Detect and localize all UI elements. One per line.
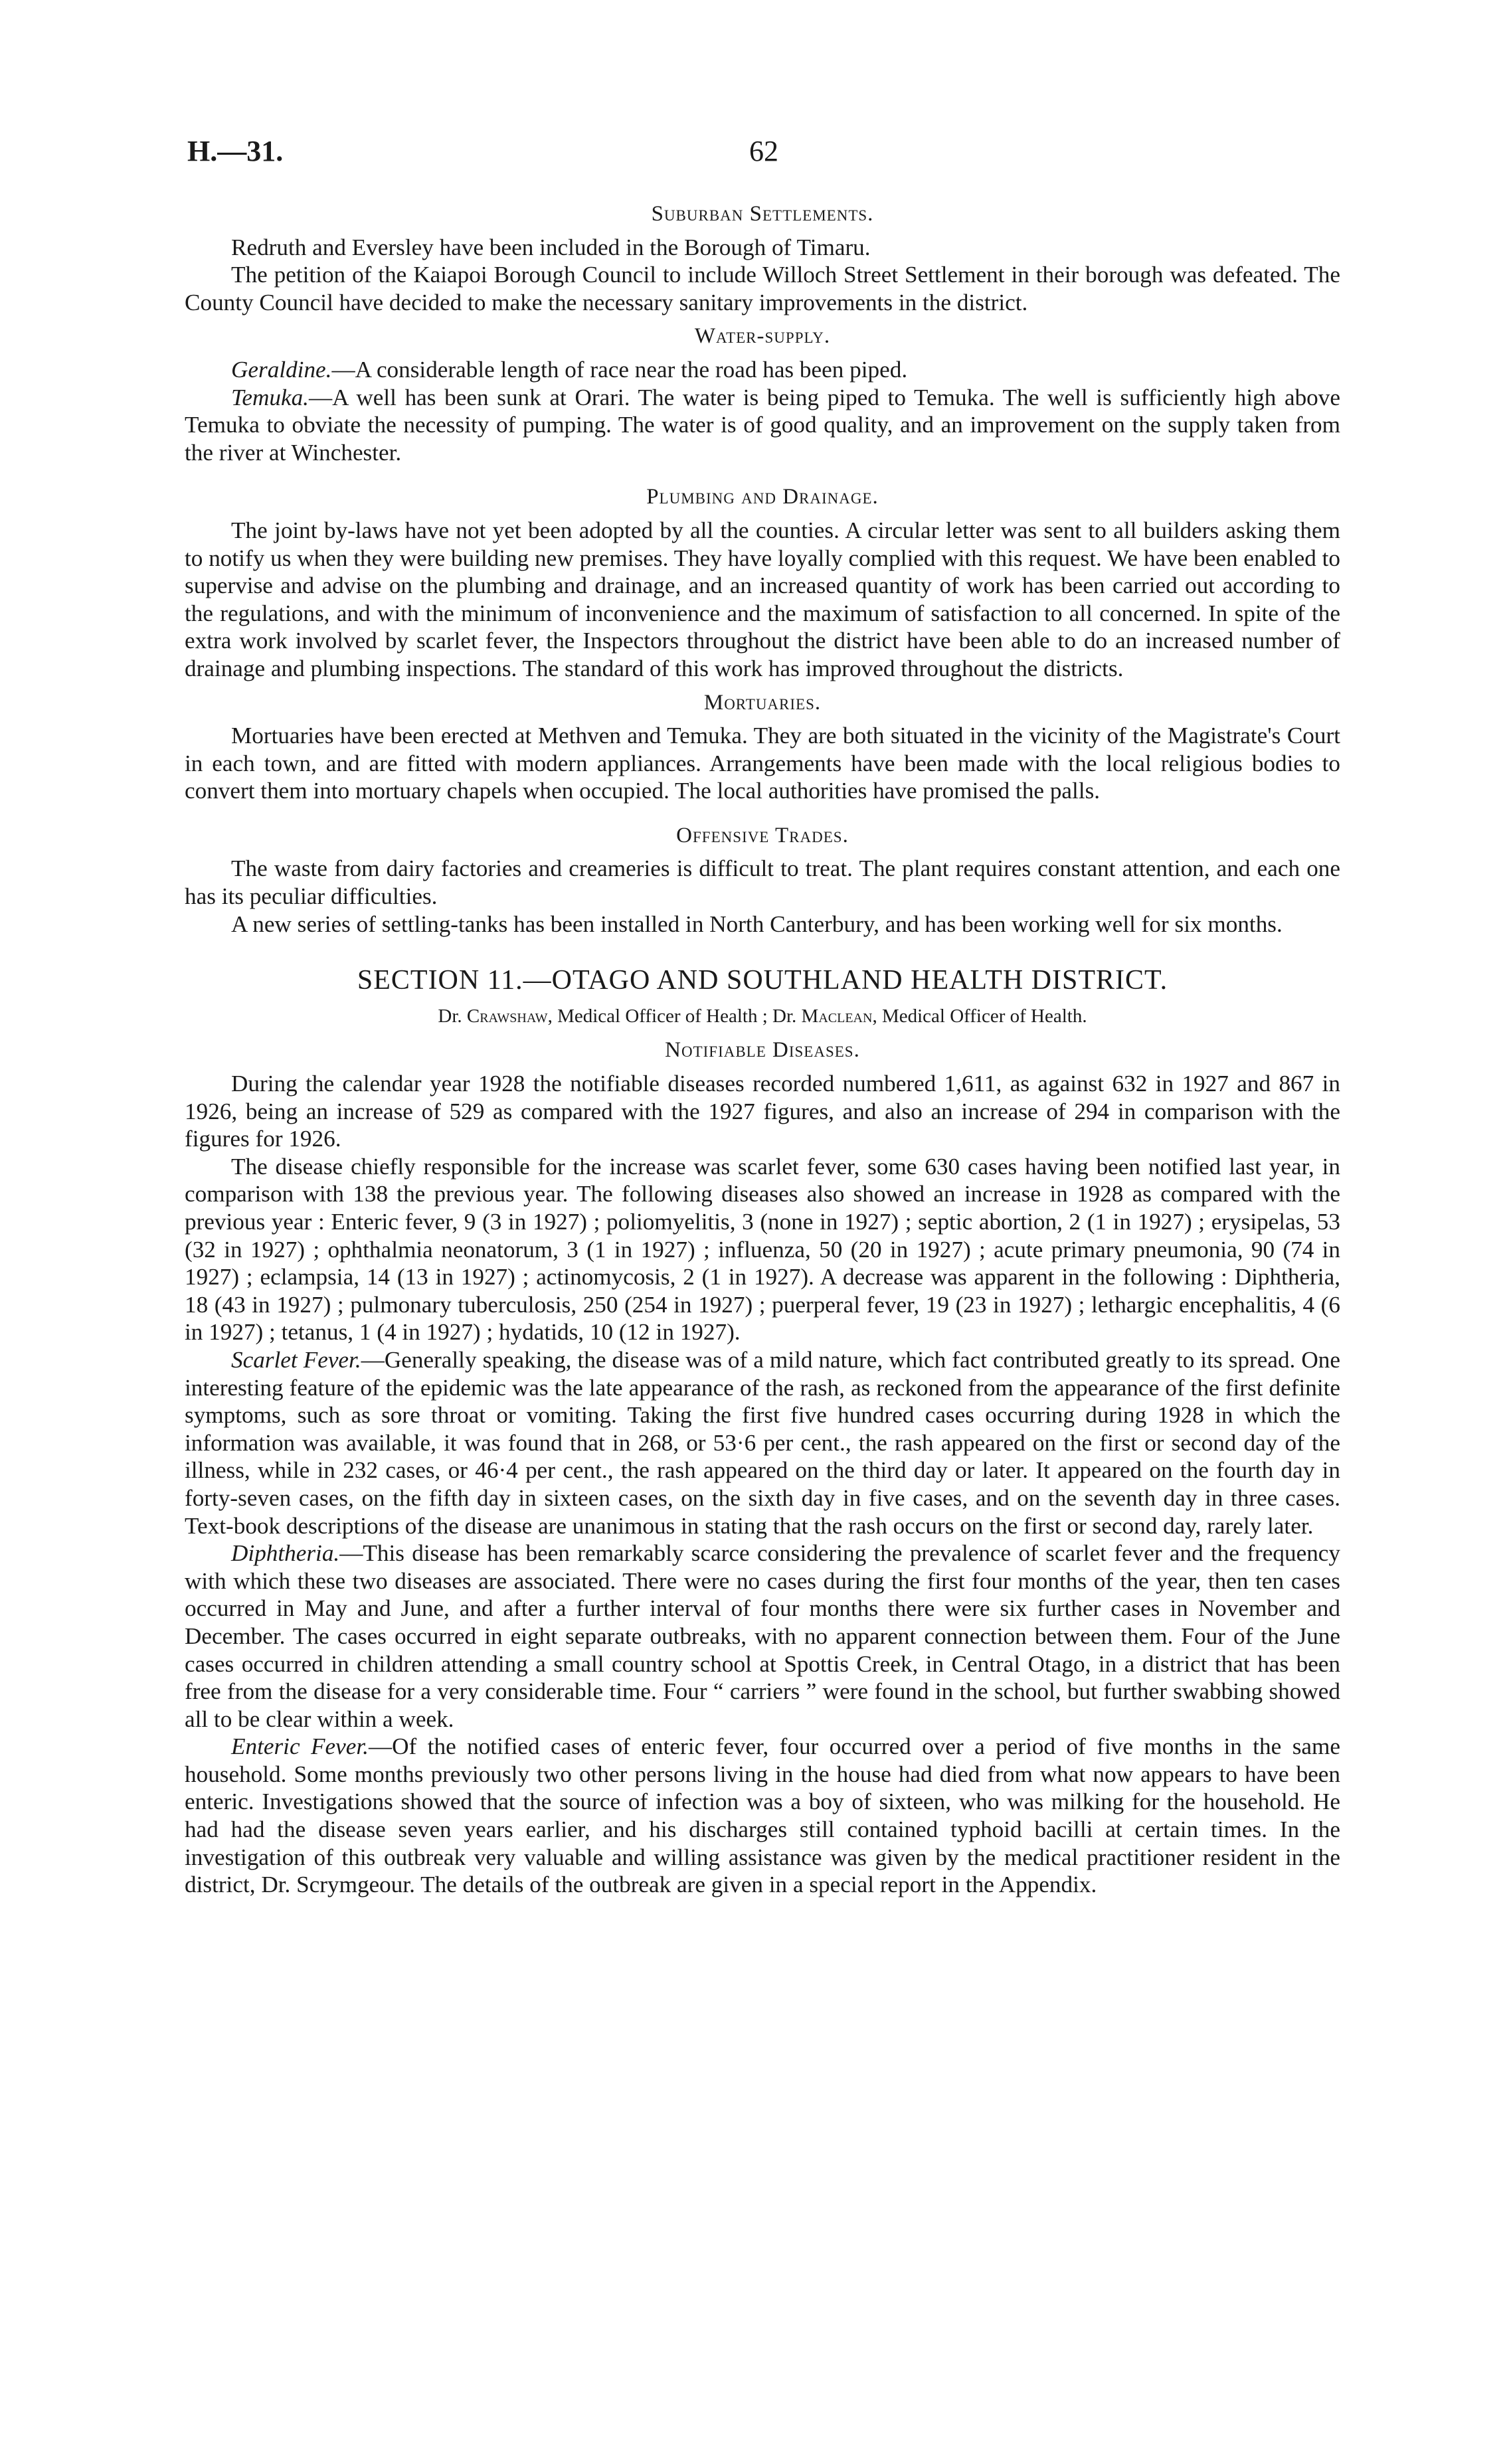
heading-suburban-settlements: Suburban Settlements. [651, 202, 874, 226]
paragraph: The joint by-laws have not yet been adopted by all the counties. A circular letter was sent to all builders asking them to notify us when they were building new premises. They have loyally complied with this request. We have been enabled to supervise and advise on the plumbing and drainage, and an increased quantity of work has been carried out according to the regulations, and with the minimum of inconvenience and the maximum of satisfaction to all concerned. In spite of the extra work involved by scarlet fever, the Inspectors throughout the district have been able to do an increased number of drainage and plumbing inspections. The standard of this work has improved throughout the districts. [185, 517, 1340, 681]
officers-line [185, 1003, 1340, 1031]
heading-notifiable-diseases: Notifiable Diseases. [665, 1038, 860, 1063]
paragraph: A new series of settling-tanks has been installed in North Canterbury, and has been working well for six months. [231, 911, 1283, 937]
document-reference: H.—31. [187, 135, 284, 167]
paragraph-text: —Generally speaking, the disease was of a mild nature, which fact contributed greatly to its spread. One interesting feature of the epidemic was the late appearance of the rash, as reckoned from the appearance of the first definite symptoms, such as sore throat or vomiting. Taking the first five hundred cases occurring during 1928 in which the information was available, it was found that in 268, or 53·6 per cent., the rash appeared on the first or second day of the illness, while in 232 cases, or 46·4 per cent., the rash appeared on the third day or later. It appeared on the fourth day in forty-seven cases, on the fifth day in sixteen cases, on the sixth day in five cases, and on the seventh day in three cases. Text-book descriptions of the disease are unanimous in stating that the rash occurs on the first or second day, rarely later. [185, 1346, 1340, 1539]
paragraph [185, 1733, 1340, 1899]
run-in-label: Geraldine. [231, 356, 332, 383]
officer-role: , Medical Officer of Health ; [547, 1005, 768, 1027]
run-in-label: Enteric Fever. [231, 1733, 369, 1760]
paragraph [185, 1540, 1340, 1733]
page-number: 62 [749, 135, 778, 167]
heading-plumbing-drainage: Plumbing and Drainage. [646, 485, 879, 509]
paragraph: The disease chiefly responsible for the increase was scarlet fever, some 630 cases having been notified last year, in comparison with 138 the previous year. The following diseases also showed an increase in 1928 as compared with the previous year : Enteric fever, 9 (3 in 1927) ; poliomyelitis, 3 (none in 1927) ; septic abortion, 2 (1 in 1927) ; erysipelas, 53 (32 in 1927) ; ophthalmia neonatorum, 3 (1 in 1927) ; influenza, 50 (20 in 1927) ; acute primary pneumonia, 90 (74 in 1927) ; eclampsia, 14 (13 in 1927) ; actinomycosis, 2 (1 in 1927). A decrease was apparent in the following : Diphtheria, 18 (43 in 1927) ; pulmonary tuberculosis, 250 (254 in 1927) ; puerperal fever, 19 (23 in 1927) ; lethargic encephalitis, 4 (6 in 1927) ; tetanus, 1 (4 in 1927) ; hydatids, 10 (12 in 1927). [185, 1153, 1340, 1346]
paragraph-text: —A considerable length of race near the road has been piped. [331, 356, 908, 383]
officer-name: Maclean [801, 1005, 873, 1027]
officer-prefix: Dr. [438, 1005, 462, 1027]
paragraph: During the calendar year 1928 the notifiable diseases recorded numbered 1,611, as against 632 in 1927 and 867 in 1926, being an increase of 529 as compared with the 1927 figures, and also an increase of 294 in comparison with the figures for 1926. [185, 1071, 1340, 1152]
paragraph-text: —This disease has been remarkably scarce considering the prevalence of scarlet fever and the frequency with which these two diseases are associated. There were no cases during the first four months of the year, then ten cases occurred in May and June, and after a further interval of four months there were six further cases in November and December. The cases occurred in eight separate outbreaks, with no apparent connection between them. Four of the June cases occurred in children attending a small country school at Spottis Creek, in Central Otago, in a district that has been free from the disease for a very considerable time. Four “ carriers ” were found in the school, but further swabbing showed all to be clear within a week. [185, 1540, 1340, 1732]
run-in-label: Diphtheria. [231, 1540, 340, 1567]
paragraph: The waste from dairy factories and creameries is difficult to treat. The plant requires constant attention, and each one has its peculiar difficulties. [185, 855, 1340, 910]
heading-offensive-trades: Offensive Trades. [676, 823, 849, 847]
paragraph-text: —Of the notified cases of enteric fever, four occurred over a period of five months in the same household. Some months previously two other persons living in the house had died from what now appears to have been enteric. Investigations showed that the source of infection was a boy of sixteen, who was milking for the household. He had had the disease seven years earlier, and his discharges still contained typhoid bacilli at certain times. In the investigation of this outbreak very valuable and willing assistance was given by the medical practitioner resident in the district, Dr. Scrymgeour. The details of the outbreak are given in a special report in the Appendix. [185, 1733, 1340, 1898]
paragraph-text: —A well has been sunk at Orari. The water is being piped to Temuka. The well is sufficiently high above Temuka to obviate the necessity of pumping. The water is of good quality, and an improvement on the supply taken from the river at Winchester. [185, 384, 1340, 466]
run-in-label: Temuka. [231, 384, 309, 410]
paragraph: Redruth and Eversley have been included in the Borough of Timaru. [231, 234, 871, 260]
run-in-label: Scarlet Fever. [231, 1346, 361, 1373]
paragraph [185, 356, 1340, 384]
paragraph: Mortuaries have been erected at Methven and Temuka. They are both situated in the vicinity of the Magistrate's Court in each town, and are fitted with modern appliances. Arrangements have been made with the local religious bodies to convert them into mortuary chapels when occupied. The local authorities have promised the palls. [185, 723, 1340, 804]
officer-prefix: Dr. [772, 1005, 797, 1027]
section-title: SECTION 11.—OTAGO AND SOUTHLAND HEALTH DISTRICT. [357, 965, 1168, 996]
paragraph: The petition of the Kaiapoi Borough Council to include Willoch Street Settlement in their borough was defeated. The County Council have decided to make the necessary sanitary improvements in the district. [185, 262, 1340, 315]
paragraph [185, 1346, 1340, 1540]
heading-water-supply: Water-supply. [694, 324, 831, 349]
heading-mortuaries: Mortuaries. [703, 690, 822, 715]
paragraph [185, 384, 1340, 467]
page-body [185, 194, 1340, 1899]
officer-role: , Medical Officer of Health. [872, 1005, 1087, 1027]
officer-name: Crawshaw [466, 1005, 548, 1027]
